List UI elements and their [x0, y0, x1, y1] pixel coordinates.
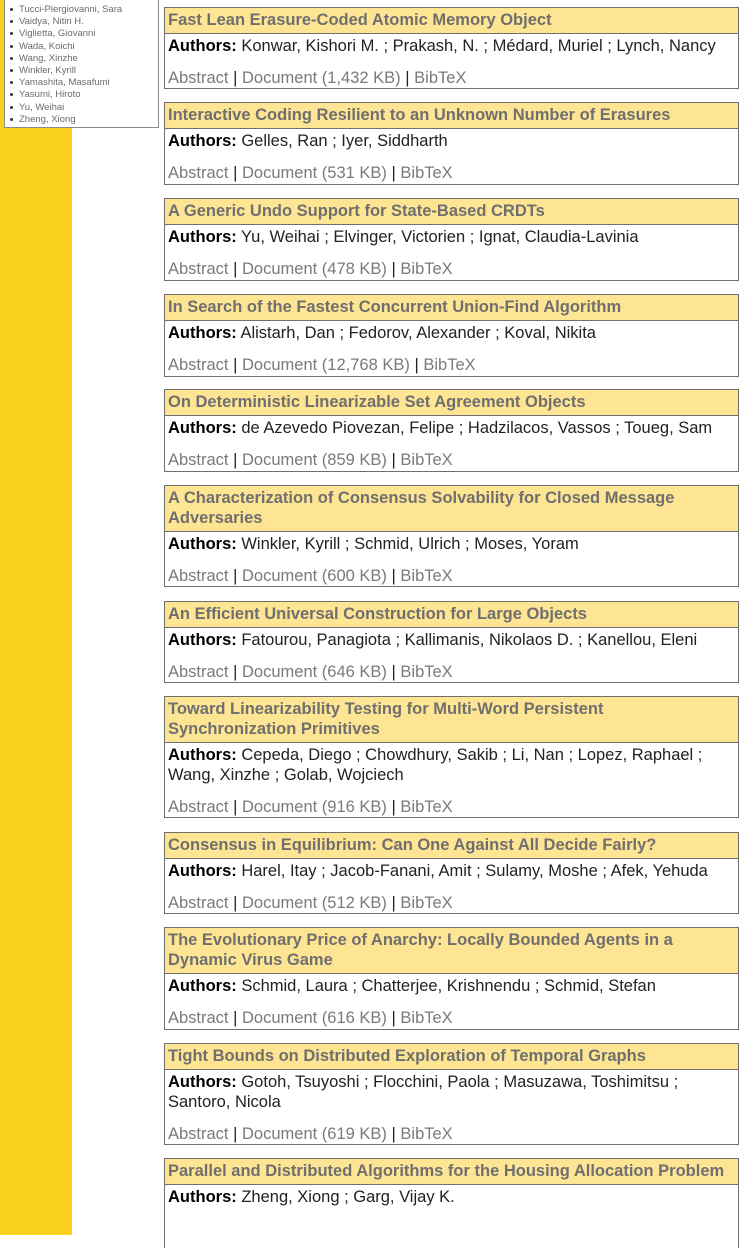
paper-entry [164, 389, 739, 472]
abstract-link[interactable]: Abstract [168, 894, 229, 912]
paper-authors [165, 532, 738, 554]
paper-authors [165, 743, 738, 785]
link-separator: | [391, 260, 396, 278]
authors-label: Authors: [168, 324, 237, 342]
abstract-link[interactable]: Abstract [168, 1009, 229, 1027]
document-link[interactable]: Document (619 KB) [242, 1125, 387, 1143]
author-names: de Azevedo Piovezan, Felipe ; Hadzilacos, Vassos ; Toueg, Sam [241, 419, 713, 437]
paper-links [165, 56, 738, 90]
paper-authors [165, 416, 738, 438]
author-names: Harel, Itay ; Jacob-Fanani, Amit ; Sulamy, Moshe ; Afek, Yehuda [241, 862, 708, 880]
link-separator: | [233, 663, 238, 681]
link-separator: | [233, 894, 238, 912]
author-names: Schmid, Laura ; Chatterjee, Krishnendu ; Schmid, Stefan [241, 977, 656, 995]
document-link[interactable]: Document (531 KB) [242, 164, 387, 182]
author-link[interactable]: Vaidya, Nitin H. [5, 16, 158, 28]
abstract-link[interactable]: Abstract [168, 69, 229, 87]
bibtex-link[interactable]: BibTeX [414, 69, 467, 87]
authors-label: Authors: [168, 862, 237, 880]
link-separator: | [391, 663, 396, 681]
paper-authors [165, 129, 738, 151]
abstract-link[interactable]: Abstract [168, 356, 229, 374]
authors-label: Authors: [168, 1073, 237, 1091]
authors-label: Authors: [168, 1188, 237, 1206]
bibtex-link[interactable]: BibTeX [423, 356, 476, 374]
bibtex-link[interactable]: BibTeX [400, 260, 453, 278]
paper-authors [165, 321, 738, 343]
paper-links [165, 151, 738, 185]
paper-authors [165, 1185, 738, 1207]
paper-title[interactable]: On Deterministic Linearizable Set Agreement Objects [165, 390, 738, 416]
bibtex-link[interactable]: BibTeX [400, 451, 453, 469]
document-link[interactable]: Document (646 KB) [242, 663, 387, 681]
author-link[interactable]: Wada, Koichi [5, 41, 158, 53]
author-names: Winkler, Kyrill ; Schmid, Ulrich ; Moses, Yoram [241, 535, 579, 553]
authors-label: Authors: [168, 977, 237, 995]
author-names: Yu, Weihai ; Elvinger, Victorien ; Ignat, Claudia-Lavinia [241, 228, 639, 246]
paper-authors [165, 34, 738, 56]
link-separator: | [233, 1009, 238, 1027]
author-link[interactable]: Wang, Xinzhe [5, 53, 158, 65]
bibtex-link[interactable]: BibTeX [400, 1125, 453, 1143]
paper-title[interactable]: The Evolutionary Price of Anarchy: Locally Bounded Agents in a Dynamic Virus Game [165, 928, 738, 974]
paper-links [165, 650, 738, 684]
paper-title[interactable]: A Characterization of Consensus Solvability for Closed Message Adversaries [165, 486, 738, 532]
paper-title[interactable]: Fast Lean Erasure-Coded Atomic Memory Object [165, 8, 738, 34]
bibtex-link[interactable]: BibTeX [400, 663, 453, 681]
author-names: Alistarh, Dan ; Fedorov, Alexander ; Koval, Nikita [240, 324, 596, 342]
paper-entry [164, 485, 739, 587]
link-separator: | [233, 1125, 238, 1143]
paper-links [165, 247, 738, 281]
paper-title[interactable]: Interactive Coding Resilient to an Unknown Number of Erasures [165, 103, 738, 129]
bibtex-link[interactable]: BibTeX [400, 164, 453, 182]
link-separator: | [233, 567, 238, 585]
link-separator: | [391, 567, 396, 585]
author-link[interactable]: Yamashita, Masafumi [5, 77, 158, 89]
paper-entry [164, 102, 739, 185]
document-link[interactable]: Document (600 KB) [242, 567, 387, 585]
link-separator: | [414, 356, 419, 374]
abstract-link[interactable]: Abstract [168, 164, 229, 182]
author-names: Cepeda, Diego ; Chowdhury, Sakib ; Li, Nan ; Lopez, Raphael ; Wang, Xinzhe ; Golab, Wojciech [168, 746, 703, 784]
author-link[interactable]: Yasumi, Hiroto [5, 89, 158, 101]
paper-links [165, 996, 738, 1030]
paper-title[interactable]: A Generic Undo Support for State-Based CRDTs [165, 199, 738, 225]
authors-label: Authors: [168, 132, 237, 150]
paper-entry [164, 294, 739, 377]
link-separator: | [233, 798, 238, 816]
author-names: Gelles, Ran ; Iyer, Siddharth [241, 132, 448, 150]
document-link[interactable]: Document (512 KB) [242, 894, 387, 912]
author-names: Gotoh, Tsuyoshi ; Flocchini, Paola ; Masuzawa, Toshimitsu ; Santoro, Nicola [168, 1073, 679, 1111]
document-link[interactable]: Document (1,432 KB) [242, 69, 401, 87]
author-index-panel [4, 0, 159, 128]
paper-authors [165, 1070, 738, 1112]
authors-label: Authors: [168, 419, 237, 437]
paper-entry [164, 1043, 739, 1145]
paper-entry [164, 927, 739, 1030]
abstract-link[interactable]: Abstract [168, 663, 229, 681]
paper-title[interactable]: Toward Linearizability Testing for Multi-Word Persistent Synchronization Primitives [165, 697, 738, 743]
paper-title[interactable]: In Search of the Fastest Concurrent Union-Find Algorithm [165, 295, 738, 321]
link-separator: | [233, 164, 238, 182]
document-link[interactable]: Document (916 KB) [242, 798, 387, 816]
link-separator: | [391, 798, 396, 816]
link-separator: | [391, 1009, 396, 1027]
bibtex-link[interactable]: BibTeX [400, 1009, 453, 1027]
bibtex-link[interactable]: BibTeX [400, 798, 453, 816]
paper-entry [164, 601, 739, 683]
link-separator: | [233, 69, 238, 87]
authors-label: Authors: [168, 228, 237, 246]
paper-authors [165, 974, 738, 996]
author-names: Konwar, Kishori M. ; Prakash, N. ; Médard, Muriel ; Lynch, Nancy [241, 37, 716, 55]
left-color-band [0, 0, 72, 1235]
paper-authors [165, 225, 738, 247]
abstract-link[interactable]: Abstract [168, 1125, 229, 1143]
link-separator: | [391, 164, 396, 182]
paper-title[interactable]: Consensus in Equilibrium: Can One Against All Decide Fairly? [165, 833, 738, 859]
author-link[interactable]: Viglietta, Giovanni [5, 28, 158, 40]
document-link[interactable]: Document (859 KB) [242, 451, 387, 469]
link-separator: | [233, 260, 238, 278]
abstract-link[interactable]: Abstract [168, 451, 229, 469]
paper-links [165, 785, 738, 819]
paper-authors [165, 859, 738, 881]
link-separator: | [391, 451, 396, 469]
paper-entry [164, 7, 739, 89]
author-link[interactable]: Winkler, Kyrill [5, 65, 158, 77]
paper-entry [164, 832, 739, 914]
abstract-link[interactable]: Abstract [168, 567, 229, 585]
link-separator: | [391, 1125, 396, 1143]
document-link[interactable]: Document (12,768 KB) [242, 356, 410, 374]
paper-title[interactable]: An Efficient Universal Construction for Large Objects [165, 602, 738, 628]
abstract-link[interactable]: Abstract [168, 798, 229, 816]
document-link[interactable]: Document (478 KB) [242, 260, 387, 278]
paper-links [165, 881, 738, 915]
author-link[interactable]: Tucci-Piergiovanni, Sara [5, 4, 158, 16]
authors-label: Authors: [168, 535, 237, 553]
author-link[interactable]: Zheng, Xiong [5, 114, 158, 126]
bibtex-link[interactable]: BibTeX [400, 567, 453, 585]
paper-title[interactable]: Parallel and Distributed Algorithms for the Housing Allocation Problem [165, 1159, 738, 1185]
author-link[interactable]: Yu, Weihai [5, 102, 158, 114]
paper-entry [164, 198, 739, 281]
link-separator: | [233, 451, 238, 469]
author-names: Zheng, Xiong ; Garg, Vijay K. [241, 1188, 455, 1206]
link-separator: | [391, 894, 396, 912]
link-separator: | [233, 356, 238, 374]
paper-authors [165, 628, 738, 650]
authors-label: Authors: [168, 746, 237, 764]
paper-title[interactable]: Tight Bounds on Distributed Exploration of Temporal Graphs [165, 1044, 738, 1070]
abstract-link[interactable]: Abstract [168, 260, 229, 278]
authors-label: Authors: [168, 37, 237, 55]
author-list [5, 4, 158, 126]
author-names: Fatourou, Panagiota ; Kallimanis, Nikolaos D. ; Kanellou, Eleni [241, 631, 698, 649]
document-link[interactable]: Document (616 KB) [242, 1009, 387, 1027]
paper-links [165, 343, 738, 377]
link-separator: | [405, 69, 410, 87]
authors-label: Authors: [168, 631, 237, 649]
paper-links [165, 554, 738, 588]
bibtex-link[interactable]: BibTeX [400, 894, 453, 912]
paper-entry [164, 696, 739, 818]
paper-links [165, 438, 738, 472]
paper-links [165, 1112, 738, 1146]
